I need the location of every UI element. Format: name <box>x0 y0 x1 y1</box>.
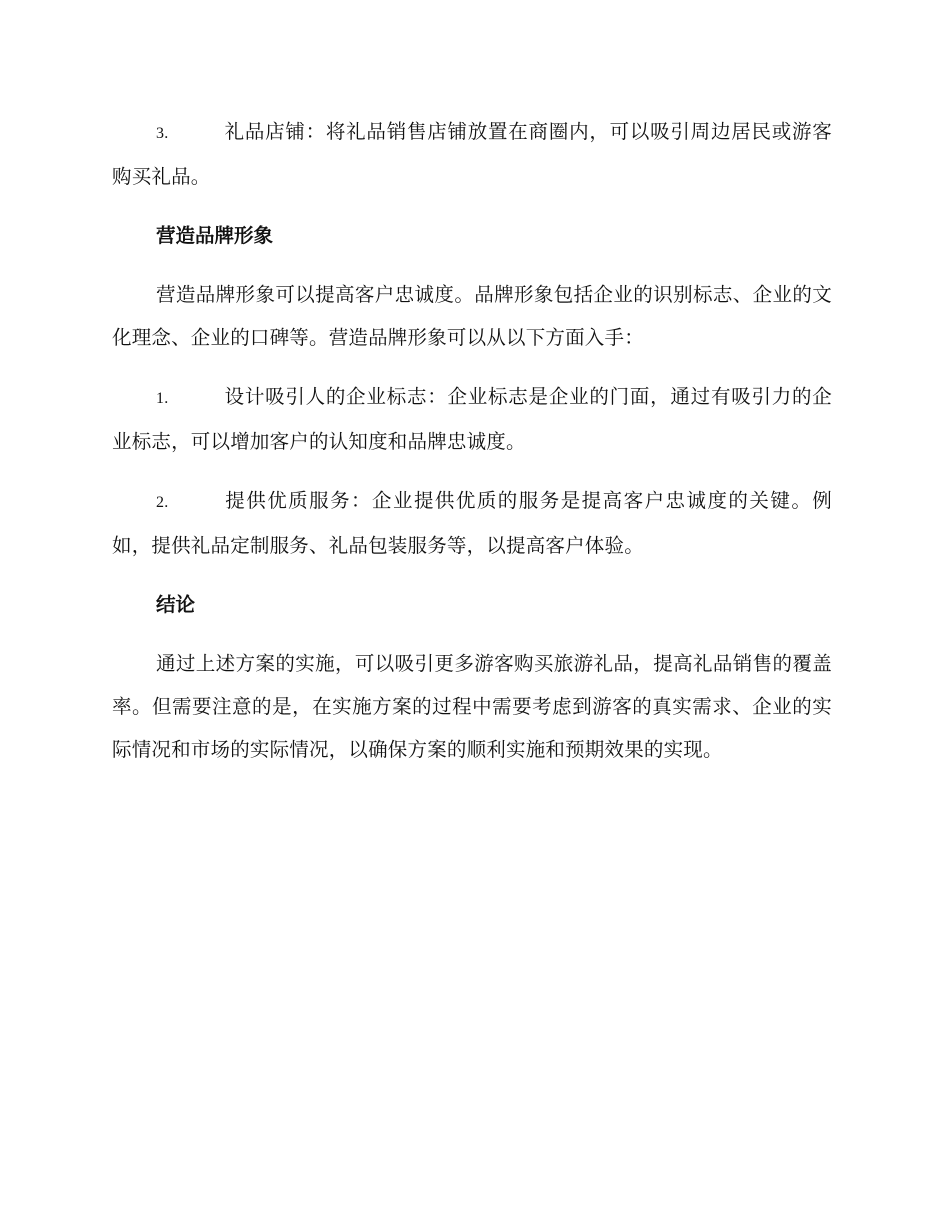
list-item-gift-shop <box>112 110 832 198</box>
paragraph-conclusion: 通过上述方案的实施，可以吸引更多游客购买旅游礼品，提高礼品销售的覆盖率。但需要注意的是，在实施方案的过程中需要考虑到游客的真实需求、企业的实际情况和市场的实际情况，以确保方案的顺利实施和预期效果的实现。 <box>112 652 832 761</box>
list-item-service <box>112 479 832 567</box>
list-item-number: 2. <box>156 494 169 511</box>
section-heading-brand: 营造品牌形象 <box>156 224 274 247</box>
list-item-text: 提供优质服务：企业提供优质的服务是提高客户忠诚度的关键。例如，提供礼品定制服务、礼品包装服务等，以提高客户体验。 <box>112 489 832 557</box>
paragraph-brand-intro: 营造品牌形象可以提高客户忠诚度。品牌形象包括企业的识别标志、企业的文化理念、企业的口碑等。营造品牌形象可以从以下方面入手： <box>112 283 832 349</box>
list-item-text: 礼品店铺：将礼品销售店铺放置在商圈内，可以吸引周边居民或游客购买礼品。 <box>112 120 832 188</box>
list-item-number: 3. <box>156 125 169 142</box>
list-item-number: 1. <box>156 390 169 407</box>
list-item-logo <box>112 375 832 463</box>
list-item-text: 设计吸引人的企业标志：企业标志是企业的门面，通过有吸引力的企业标志，可以增加客户的认知度和品牌忠诚度。 <box>112 385 832 453</box>
document-content <box>112 110 832 787</box>
section-heading-conclusion: 结论 <box>156 593 196 616</box>
